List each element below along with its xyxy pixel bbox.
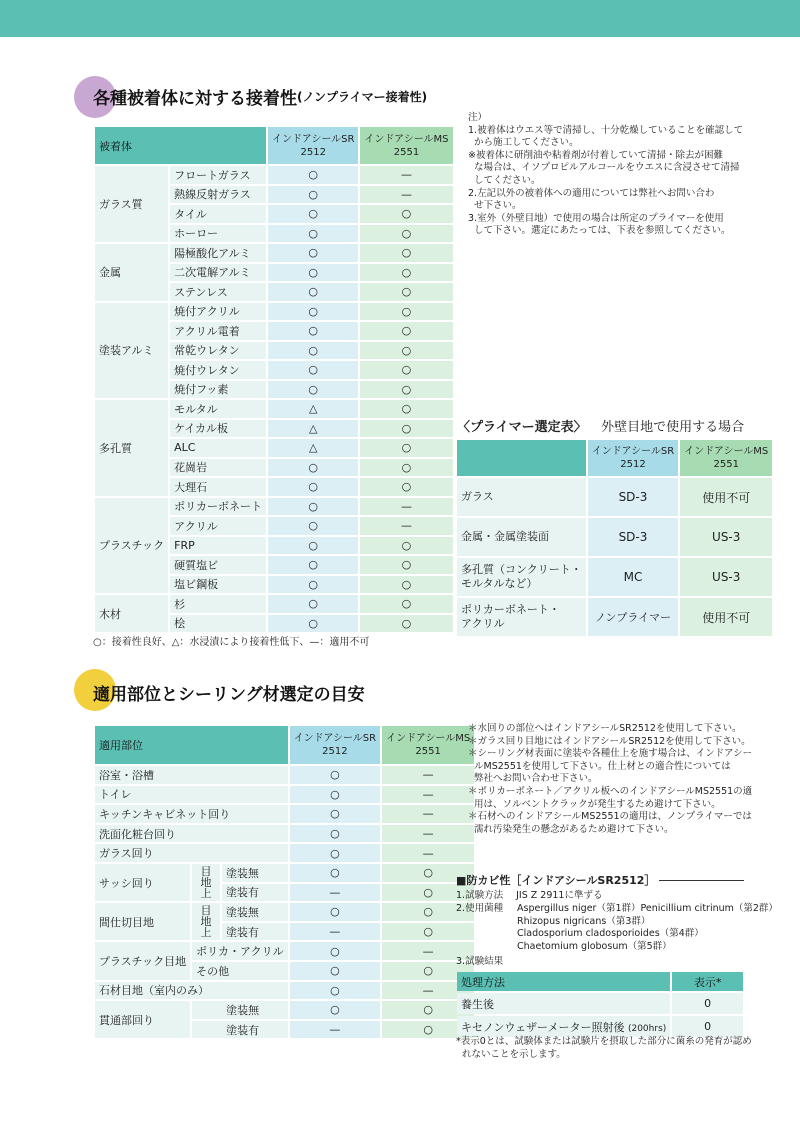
application-row [95,864,474,882]
sr-cell: ○ [268,205,358,223]
area-cell: 貫通部回り [95,1001,190,1038]
note-line: ＊石材へのインドアシールMS2551の適用は、ノンプライマーでは [468,811,752,823]
mold-value-cell: 0 [672,993,743,1014]
area-cell: 洗面化粧台回り [95,825,288,843]
sr-cell: ○ [268,322,358,340]
substrate-cell: ALC [170,439,266,457]
substrate-cell: FRP [170,537,266,555]
ms-cell: ○ [360,537,452,555]
ms-cell: — [360,186,452,204]
application-row [95,766,474,784]
adhesion-row [95,498,453,516]
ms-cell: ○ [360,556,452,574]
sr-header-line1: インドアシールSR [272,133,355,145]
substrate-cell: 硬質塩ビ [170,556,266,574]
sub-area-cell: 塗装有 [192,1021,288,1039]
substrate-cell: フロートガラス [170,166,266,184]
adhesion-legend: ○：接着性良好、△：水浸漬により接着性低下、—：適用不可 [93,637,370,648]
ms-cell: ○ [360,283,452,301]
app-sr-header-line2: 2512 [322,746,348,757]
top-bar [0,0,800,37]
sr-cell: ○ [290,766,380,784]
adhesion-row [95,244,453,262]
note-line: して下さい。選定にあたっては、下表を参照してください。 [468,225,731,237]
substrate-cell: 焼付フッ素 [170,381,266,399]
section1-subtitle: (ノンプライマー接着性) [297,90,428,104]
primer-row [457,598,772,636]
substrate-cell: ステンレス [170,283,266,301]
substrate-cell: ホーロー [170,225,266,243]
primer-ms-cell: 使用不可 [680,598,772,636]
mold-fungi-label: 2.使用菌種 [456,903,504,914]
primer-row [457,478,772,516]
primer-substrate-cell: ガラス [457,478,586,516]
area-cell: 間仕切目地 [95,903,190,940]
primer-ms-cell: US-3 [680,558,772,596]
sr-header-line2: 2512 [300,146,326,158]
mold-value-header: 表示* [672,972,743,991]
ms-cell: ○ [382,923,474,941]
ms-header [360,127,452,164]
substrate-cell: アクリル [170,517,266,535]
note-line: Cladosporium cladosporioides（第4群） [517,928,704,940]
primer-substrate-cell: 金属・金属塗装面 [457,518,586,556]
sr-cell: ○ [268,166,358,184]
sub-area-cell: 塗装有 [222,884,288,902]
note-line: ※被着体に研削油や粘着剤が付着していて清掃・除去が困難 [468,149,723,161]
sr-cell: ○ [268,283,358,301]
note-line: ルMS2551を使用して下さい。仕上材との適合性については [468,760,731,772]
substrate-cell: アクリル電着 [170,322,266,340]
primer-sr-cell: SD-3 [588,478,678,516]
primer-substrate-cell: ポリカーボネート・ アクリル [457,598,586,636]
ms-cell: ○ [360,400,452,418]
primer-row [457,558,772,596]
note-line: 1.被着体はウエス等で清掃し、十分乾燥していることを確認して [468,124,744,136]
substrate-cell: ポリカーボネート [170,498,266,516]
sr-cell: ○ [268,615,358,633]
mold-row [457,1016,743,1037]
primer-subtitle: 外壁目地で使用する場合 [601,420,745,435]
sr-cell: ○ [268,264,358,282]
mold-title-row [456,872,744,888]
sr-cell: ○ [268,459,358,477]
adhesion-notes [468,112,743,238]
app-ms-header-line2: 2551 [415,746,441,757]
mold-header-row [457,972,743,991]
sr-cell: ○ [268,225,358,243]
primer-substrate-cell: 多孔質（コンクリート・ モルタルなど） [457,558,586,596]
ms-cell: — [382,844,474,862]
note-line: 弊社へお問い合わせ下さい。 [468,773,598,785]
sr-cell: ○ [268,381,358,399]
primer-corner [457,440,586,476]
primer-sr-header [588,440,678,476]
ms-cell: — [382,786,474,804]
mold-method-cell: 養生後 [457,993,670,1014]
note-line: な場合は、イソプロピルアルコールをウエスに含浸させて清掃 [468,162,740,174]
adhesion-table [93,125,455,634]
note-line: ＊ポリカーボネート／アクリル板へのインドアシールMS2551の適 [468,785,753,797]
sr-cell: ○ [268,361,358,379]
sub-area-cell: その他 [192,962,288,980]
application-row [95,1001,474,1019]
ms-cell: ○ [360,439,452,457]
sr-cell: ○ [290,962,380,980]
ms-cell: — [382,766,474,784]
primer-heading [457,416,744,435]
primer-row [457,518,772,556]
ms-cell: ○ [360,381,452,399]
sr-cell: ○ [268,478,358,496]
sr-cell: ○ [268,342,358,360]
mold-fungi [456,903,503,916]
primer-ms-header [680,440,772,476]
note-line: れないことを示します。 [456,1048,566,1060]
primer-ms-header-line2: 2551 [713,459,739,470]
ms-cell: ○ [382,903,474,921]
ms-cell: ○ [360,420,452,438]
note-line: 3.室外（外壁目地）で使用の場合は所定のプライマーを使用 [468,212,724,224]
sr-cell: ○ [290,825,380,843]
ms-cell: — [360,498,452,516]
area-cell: キッチンキャビネット回り [95,805,288,823]
section1-heading [93,84,427,109]
vertical-label: 目 地 上 [192,864,220,901]
note-line: Rhizopus nigricans（第3群） [517,915,651,927]
sr-cell: ○ [268,576,358,594]
application-table [93,724,476,1040]
sub-area-cell: ポリカ・アクリル [192,942,288,960]
ms-header-line2: 2551 [393,146,420,158]
adhesion-header-row [95,127,453,164]
app-ms-header [382,726,474,764]
substrate-header: 被着体 [95,127,266,164]
adhesion-row [95,595,453,613]
category-cell: 木材 [95,595,168,632]
sr-cell: ○ [268,556,358,574]
primer-title: 〈プライマー選定表〉 [457,420,587,435]
sr-cell: ○ [290,805,380,823]
mold-footnote [456,1036,752,1061]
application-row [95,805,474,823]
ms-cell: ○ [360,342,452,360]
area-cell: トイレ [95,786,288,804]
primer-ms-cell: 使用不可 [680,478,772,516]
application-row [95,982,474,1000]
vertical-label: 目 地 上 [192,903,220,940]
ms-cell: ○ [360,595,452,613]
sr-cell: ○ [268,186,358,204]
category-cell: プラスチック [95,498,168,594]
mold-results-label: 3.試験結果 [456,956,504,967]
app-sr-header [290,726,380,764]
substrate-cell: 桧 [170,615,266,633]
sr-cell: ○ [290,942,380,960]
ms-cell: — [360,517,452,535]
application-notes [468,723,752,836]
mold-fungi-list [517,903,778,953]
ms-cell: ○ [360,264,452,282]
sr-cell: ○ [290,844,380,862]
ms-cell: ○ [382,1001,474,1019]
note-line: Aspergillus niger（第1群）Penicillium citrinum（第2群） [517,903,778,914]
mold-title: ■防カビ性［インドアシールSR2512］ [456,874,656,887]
substrate-cell: 花崗岩 [170,459,266,477]
substrate-cell: ケイカル板 [170,420,266,438]
note-line: 2.左記以外の被着体への適用については弊社へお問い合わ [468,187,715,199]
ms-cell: ○ [360,576,452,594]
category-cell: 金属 [95,244,168,301]
sub-area-cell: 塗装無 [222,864,288,882]
primer-sr-cell: ノンプライマー [588,598,678,636]
area-cell: 浴室・浴槽 [95,766,288,784]
primer-ms-cell: US-3 [680,518,772,556]
ms-cell: ○ [360,244,452,262]
sr-cell: ○ [290,903,380,921]
sr-cell: — [290,884,380,902]
note-line: せ下さい。 [468,200,522,212]
substrate-cell: 二次電解アルミ [170,264,266,282]
application-row [95,825,474,843]
adhesion-row [95,400,453,418]
mold-value-cell: 0 [672,1016,743,1037]
ms-cell: — [382,805,474,823]
area-cell: 石材目地（室内のみ） [95,982,288,1000]
mold-table [455,970,745,1039]
note-line: 濡れ汚染発生の懸念があるため避けて下さい。 [468,823,674,835]
note-line: から施工してください。 [468,137,579,149]
area-header: 適用部位 [95,726,288,764]
sr-cell: — [290,1021,380,1039]
substrate-cell: 焼付アクリル [170,303,266,321]
ms-cell: ○ [382,1021,474,1039]
note-line: してください。 [468,174,541,186]
note-line: ＊シーリング材表面に塗装や各種仕上を施す場合は、インドアシー [468,748,753,760]
substrate-cell: タイル [170,205,266,223]
sr-cell: ○ [268,303,358,321]
ms-cell: — [360,166,452,184]
substrate-cell: 常乾ウレタン [170,342,266,360]
ms-cell: ○ [360,322,452,340]
primer-sr-header-line1: インドアシールSR [591,446,675,457]
sub-area-cell: 塗装無 [192,1001,288,1019]
sr-cell: ○ [290,864,380,882]
note-line: 用は、ソルベントクラックが発生するため避けて下さい。 [468,798,721,810]
mold-method-label: 1.試験方法 [456,890,504,901]
section2-heading [93,680,365,705]
mold-title-rule [659,880,744,881]
application-row [95,786,474,804]
sr-cell: ○ [290,982,380,1000]
sr-cell: ○ [268,517,358,535]
substrate-cell: 杉 [170,595,266,613]
primer-sr-cell: SD-3 [588,518,678,556]
sr-header [268,127,358,164]
note-line: ＊水回りの部位へはインドアシールSR2512を使用して下さい。 [468,723,742,734]
ms-cell: ○ [360,303,452,321]
ms-cell: — [382,942,474,960]
mold-method [456,890,602,903]
area-cell: ガラス回り [95,844,288,862]
category-cell: 塗装アルミ [95,303,168,399]
ms-cell: ○ [382,962,474,980]
sr-cell: ○ [268,537,358,555]
section1-title: 各種被着体に対する接着性 [93,89,297,109]
sr-cell: △ [268,420,358,438]
ms-cell: — [382,825,474,843]
application-row [95,903,474,921]
substrate-cell: モルタル [170,400,266,418]
ms-cell: ○ [382,864,474,882]
adhesion-row [95,303,453,321]
application-row [95,844,474,862]
section2-title: 適用部位とシーリング材選定の目安 [93,685,365,705]
ms-cell: ○ [382,884,474,902]
sr-cell: — [290,923,380,941]
note-line: ＊ガラス回り目地にはインドアシールSR2512を使用して下さい。 [468,735,751,747]
mold-method-header: 処理方法 [457,972,670,991]
primer-header-row [457,440,772,476]
primer-table [455,438,774,638]
area-cell: プラスチック目地 [95,942,190,979]
app-sr-header-line1: インドアシールSR [293,733,377,744]
ms-cell: — [382,982,474,1000]
ms-cell: ○ [360,225,452,243]
application-row [95,942,474,960]
category-cell: ガラス質 [95,166,168,242]
sr-cell: ○ [290,786,380,804]
note-line: *表示0とは、試験体または試験片を摂取した部分に菌糸の発育が認め [456,1036,752,1047]
sr-cell: ○ [290,1001,380,1019]
mold-method-cell: キセノンウェザーメーター照射後 (200hrs) [457,1016,670,1037]
mold-method-value: JIS Z 2911に準ずる [516,890,603,901]
area-cell: サッシ回り [95,864,190,901]
app-ms-header-line1: インドアシールMS [386,733,471,744]
ms-cell: ○ [360,205,452,223]
substrate-cell: 熱線反射ガラス [170,186,266,204]
sub-area-cell: 塗装有 [222,923,288,941]
ms-cell: ○ [360,361,452,379]
ms-cell: ○ [360,478,452,496]
sub-area-cell: 塗装無 [222,903,288,921]
sr-cell: △ [268,400,358,418]
primer-sr-header-line2: 2512 [620,459,646,470]
primer-sr-cell: MC [588,558,678,596]
mold-row [457,993,743,1014]
ms-cell: ○ [360,615,452,633]
note-line: 注） [468,112,488,123]
note-line: Chaetomium globosum（第5群） [517,940,672,952]
adhesion-row [95,166,453,184]
sr-cell: ○ [268,595,358,613]
ms-header-line1: インドアシールMS [364,133,449,145]
category-cell: 多孔質 [95,400,168,496]
sr-cell: ○ [268,244,358,262]
primer-ms-header-line1: インドアシールMS [684,446,769,457]
sr-cell: ○ [268,498,358,516]
substrate-cell: 陽極酸化アルミ [170,244,266,262]
sr-cell: △ [268,439,358,457]
substrate-cell: 大理石 [170,478,266,496]
application-header-row [95,726,474,764]
substrate-cell: 焼付ウレタン [170,361,266,379]
ms-cell: ○ [360,459,452,477]
substrate-cell: 塩ビ鋼板 [170,576,266,594]
